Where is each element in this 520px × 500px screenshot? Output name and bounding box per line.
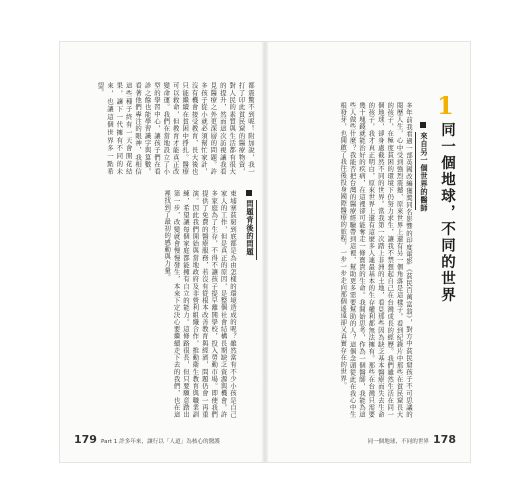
left-body-text-top: 都震驚不到呢！附加說，我一打了印此貧民窟的醫療物資，對人民的素質與生活都有很大的提升，然而這次訪視讓我看見醫療之外更深層的問題。許多孩子從小就必須幫忙家計，沒有機會接受教育，長大後也只能繼續在貧困中掙扎。醫療可以救命，但教育才能真正改變命運。我們在當地設立了小型的學習中心，讓孩子們在看診之餘也能學習識字與算數。看著他們專注的眼神，我相信這些種子終有一天會開花結果，讓下一代擁有不同的未來，也讓這個世界多一點希望。 <box>96 82 255 175</box>
right-folio <box>367 433 456 446</box>
left-page <box>60 42 265 462</box>
chapter-number: 1 <box>437 91 454 120</box>
right-section-rule <box>415 132 416 210</box>
book-spread <box>60 42 470 462</box>
right-section-heading: 來自另一個世界的醫師 <box>417 122 429 212</box>
left-page-number: 179 <box>74 433 97 446</box>
section-bullet-icon <box>246 190 252 196</box>
right-body-text: 多年前我看過一部英國改編獲獎同名影響的印度電影《貧民百萬富翁》，對方中貧民窟孩子不可思議的閱歷人生，心中受到強烈震撼，原來世界上還有另一個角落是這樣子。看到紀錄片中那些在貧民窟長大的孩子，在極度貧困的環境下仍努力求生，讓我不禁想起自己在台灣成長的經歷。我們雖然生活在同一個地球，卻身處截然不同的世界。當我第一次踏上非洲的土地，看見那些因為缺乏基本醫療而失去生命的孩子，我才真正明白，原來世界上還有這麼多人連最基本的生存權利都無法擁有。那些在台灣只需要幾十塊錢就能治好的疾病，在這裡卻可能奪走一條寶貴的生命。我開始思考，作為一個醫師，我能為這些人做些什麼？我能否把台灣的醫療經驗帶到這裡，幫助更多需要幫助的人？這個念頭從此在我心中生根發芽，也開啟了我往後投身國際醫療的旅程，一步一步走向那個遙遠卻又真實存在的世界。 <box>339 102 413 418</box>
right-page <box>265 42 470 462</box>
right-running-head: 同一個地球，不同的世界 <box>367 439 430 445</box>
left-section-heading: 問題背後的問題 <box>243 190 255 256</box>
chapter-title: 同一個地球，不同的世界 <box>439 122 455 304</box>
left-body-text-bottom: 東埔寨貧窮到底都是為由怎樣的環境造成的呢？雖然當有不少小孩是自己家人的工作，但是真正的原因，是整個社會結構長期缺乏資源與機會。許多家庭為了生存，不得不讓孩子提早離開學校，投入勞動市場。即使我們提供了免費的醫療服務，若沒有從根本改善教育與經濟，問題仍會一再重演。因此我們開始與當地政府及非營利組織合作，推動衛生教育與職業訓練，希望讓每個家庭都能擁有自立的能力。這條路很長，但只要願意踏出第一步，改變就會慢慢發生，本來下定決心要繼續走下去的我們，也在這裡找到了最初的感動與力量。 <box>163 190 237 418</box>
left-section-rule <box>256 200 257 260</box>
left-folio <box>74 433 220 446</box>
left-running-head: Part 1 許多年來，讓行以「人道」為核心的醫護 <box>100 439 220 445</box>
right-page-number: 178 <box>433 433 456 446</box>
section-bullet-icon <box>420 122 426 128</box>
